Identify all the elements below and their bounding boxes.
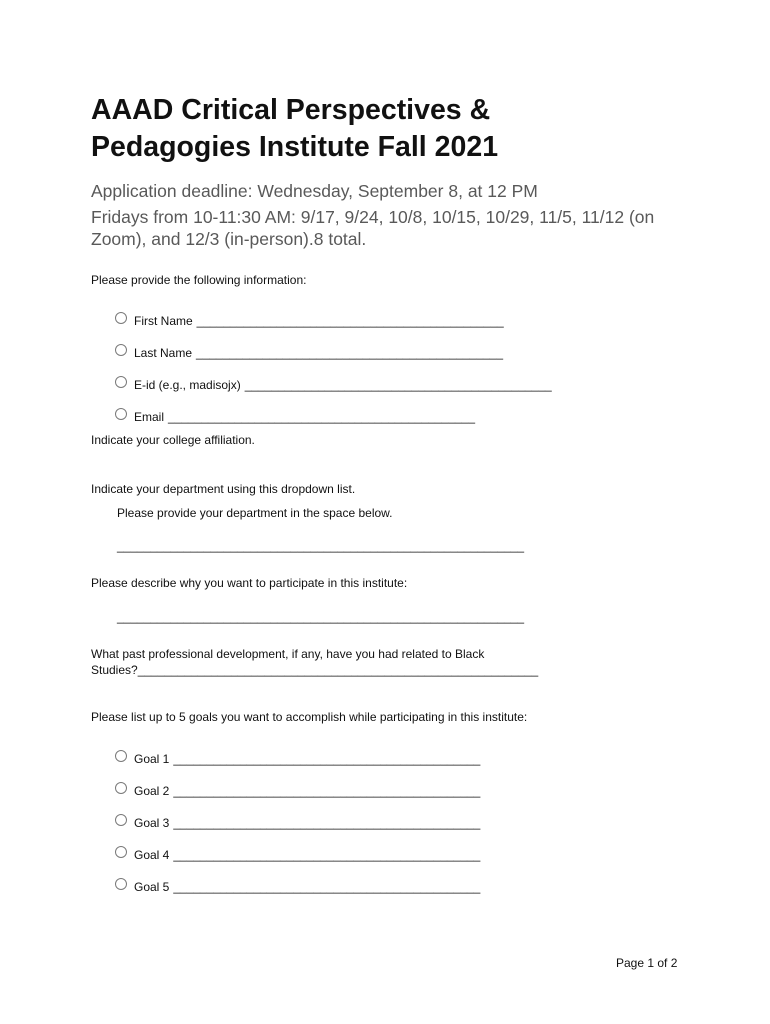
college-affiliation-prompt: Indicate your college affiliation. [91, 433, 255, 447]
radio-button[interactable] [115, 782, 127, 794]
goal-label: Goal 2 [134, 784, 170, 798]
goal-5-field[interactable] [115, 878, 480, 896]
eid-input-line[interactable]: ______________________________________________ [244, 378, 552, 392]
radio-button[interactable] [115, 750, 127, 762]
field-label: Last Name [134, 346, 193, 360]
radio-button[interactable] [115, 376, 127, 388]
goal-label: Goal 3 [134, 816, 170, 830]
radio-button[interactable] [115, 408, 127, 420]
goal-4-input-line[interactable]: ______________________________________________ [173, 848, 481, 862]
page-number: Page 1 of 2 [616, 956, 678, 970]
title-line-1: AAAD Critical Perspectives & [91, 94, 491, 126]
goal-3-input-line[interactable]: ______________________________________________ [173, 816, 481, 830]
info-prompt: Please provide the following information: [91, 273, 307, 287]
goal-label: Goal 4 [134, 848, 170, 862]
goal-2-field[interactable] [115, 782, 480, 800]
department-input-line[interactable]: _____________________________________________________________ [117, 539, 525, 553]
goal-label: Goal 5 [134, 880, 170, 894]
past-pd-prompt: What past professional development, if any, have you had related to Black [91, 647, 485, 661]
goal-4-field[interactable] [115, 846, 480, 864]
goal-1-input-line[interactable]: ______________________________________________ [173, 752, 481, 766]
goal-3-field[interactable] [115, 814, 480, 832]
goal-2-input-line[interactable]: ______________________________________________ [173, 784, 481, 798]
session-schedule: Fridays from 10-11:30 AM: 9/17, 9/24, 10/8, 10/15, 10/29, 11/5, 11/12 (on Zoom), and 12/3 (in-person).8 total. [91, 207, 655, 249]
past-pd-input-line[interactable]: Studies?____________________________________________________________ [91, 663, 539, 677]
radio-button[interactable] [115, 878, 127, 890]
field-label: E-id (e.g., madisojx) [134, 378, 241, 392]
department-prompt: Indicate your department using this dropdown list. [91, 482, 356, 496]
why-participate-prompt: Please describe why you want to participate in this institute: [91, 576, 408, 590]
field-label: First Name [134, 314, 193, 328]
last-name-field[interactable] [115, 344, 503, 362]
first-name-field[interactable] [115, 312, 504, 330]
title-line-2: Pedagogies Institute Fall 2021 [91, 131, 499, 163]
goal-1-field[interactable] [115, 750, 480, 768]
radio-button[interactable] [115, 814, 127, 826]
goal-label: Goal 1 [134, 752, 170, 766]
last-name-input-line[interactable]: ______________________________________________ [196, 346, 504, 360]
email-field[interactable] [115, 408, 475, 426]
field-label: Email [134, 410, 165, 424]
why-participate-input-line[interactable]: _____________________________________________________________ [117, 610, 525, 624]
goal-5-input-line[interactable]: ______________________________________________ [173, 880, 481, 894]
eid-field[interactable] [115, 376, 552, 394]
department-sub-prompt: Please provide your department in the space below. [117, 506, 393, 520]
radio-button[interactable] [115, 846, 127, 858]
email-input-line[interactable]: ______________________________________________ [168, 410, 476, 424]
application-deadline: Application deadline: Wednesday, September 8, at 12 PM [91, 181, 538, 201]
radio-button[interactable] [115, 344, 127, 356]
radio-button[interactable] [115, 312, 127, 324]
first-name-input-line[interactable]: ______________________________________________ [196, 314, 504, 328]
goals-prompt: Please list up to 5 goals you want to accomplish while participating in this institute: [91, 710, 528, 724]
document-title [91, 92, 711, 166]
